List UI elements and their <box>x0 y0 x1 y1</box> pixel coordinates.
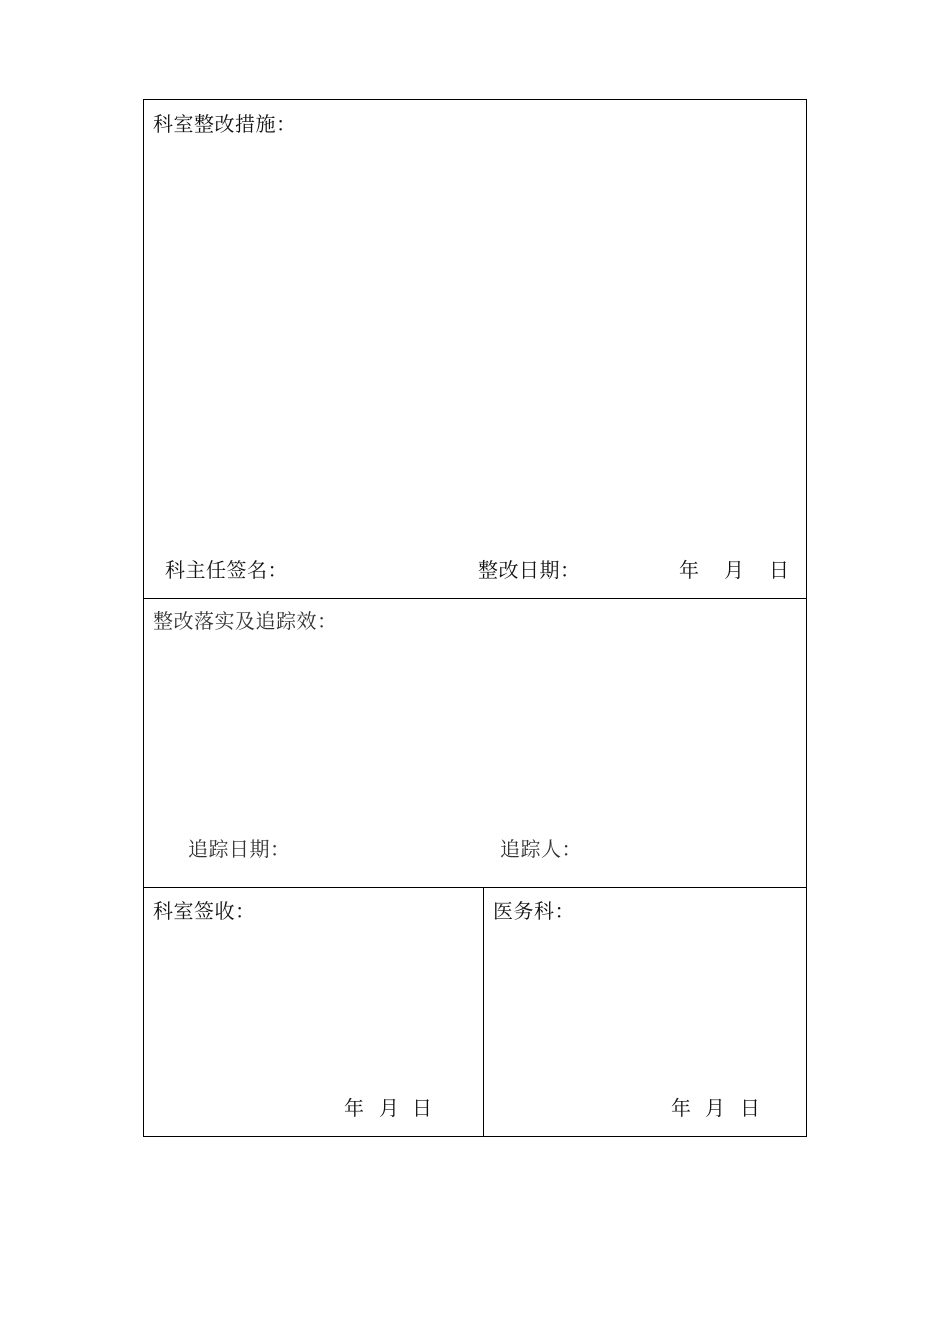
department-receipt-year: 年 <box>344 1096 365 1120</box>
medical-affairs-label: 医务科： <box>493 899 575 923</box>
rectification-date-year: 年 <box>679 558 700 582</box>
department-receipt-label: 科室签收： <box>153 899 256 923</box>
director-signature-label: 科主任签名： <box>165 558 288 582</box>
signoff-section <box>144 888 806 1136</box>
department-receipt-month: 月 <box>379 1096 400 1120</box>
rectification-measures-heading: 科室整改措施： <box>153 112 297 136</box>
rectification-date-label: 整改日期： <box>478 558 581 582</box>
medical-affairs-day: 日 <box>740 1096 761 1120</box>
rectification-date-day: 日 <box>769 558 790 582</box>
rectification-date-month: 月 <box>724 558 745 582</box>
medical-affairs-year: 年 <box>671 1096 692 1120</box>
tracker-label: 追踪人： <box>500 837 582 861</box>
implementation-tracking-heading: 整改落实及追踪效： <box>153 609 338 633</box>
rectification-measures-section <box>144 100 806 599</box>
department-receipt-cell <box>144 888 484 1136</box>
medical-affairs-cell <box>484 888 806 1136</box>
implementation-tracking-section <box>144 599 806 888</box>
department-receipt-day: 日 <box>412 1096 433 1120</box>
rectification-form <box>143 99 807 1137</box>
tracking-date-label: 追踪日期： <box>188 837 291 861</box>
medical-affairs-month: 月 <box>705 1096 726 1120</box>
